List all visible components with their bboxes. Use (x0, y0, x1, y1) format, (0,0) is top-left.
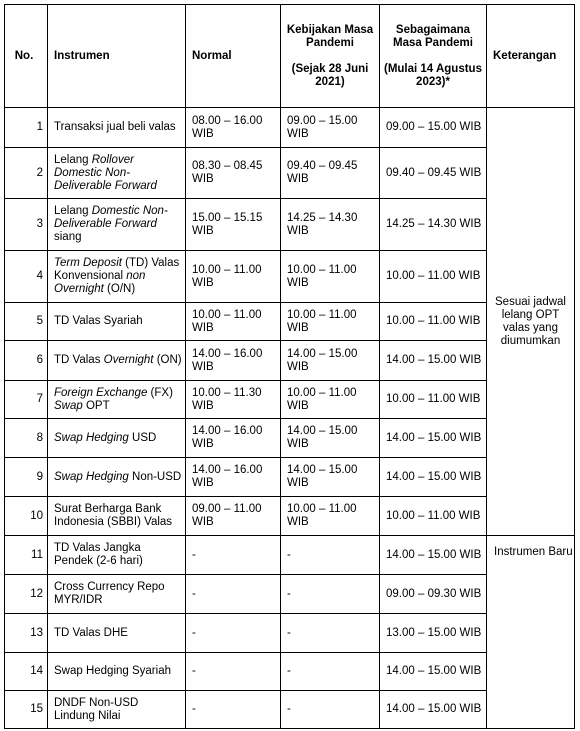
row-number: 13 (5, 614, 48, 653)
sebagaimana-hours: 09.00 – 09.30 WIB (380, 575, 487, 614)
header-pandemi-title: Kebijakan Masa Pandemi (286, 23, 374, 49)
row-number: 2 (5, 148, 48, 199)
instrument-name (48, 653, 186, 691)
normal-hours: - (186, 653, 281, 691)
instrument-name (48, 303, 186, 341)
pandemi-hours: 14.00 – 15.00 WIB (281, 341, 380, 381)
row-number: 12 (5, 575, 48, 614)
header-pandemi (281, 5, 380, 108)
sebagaimana-hours: 14.25 – 14.30 WIB (380, 199, 487, 251)
pandemi-hours: 09.00 – 15.00 WIB (281, 108, 380, 148)
instrument-name-segment: Swap Hedging (54, 431, 129, 444)
sebagaimana-hours: 09.00 – 15.00 WIB (380, 108, 487, 148)
row-number: 14 (5, 653, 48, 691)
header-normal: Normal (186, 5, 281, 108)
instrument-name-segment: (ON) (153, 354, 182, 366)
instrument-name-segment: Swap Hedging (54, 470, 129, 483)
instrument-name-segment: TD Valas Jangka Pendek (2-6 hari) (54, 542, 143, 567)
pandemi-hours: 09.40 – 09.45 WIB (281, 148, 380, 199)
instrument-name-segment: TD Valas DHE (54, 626, 128, 639)
row-number: 7 (5, 381, 48, 419)
normal-hours: - (186, 536, 281, 575)
instrument-name-segment: Cross Currency Repo MYR/IDR (54, 581, 165, 606)
sebagaimana-hours: 10.00 – 11.00 WIB (380, 251, 487, 303)
normal-hours: 10.00 – 11.30 WIB (186, 381, 281, 419)
normal-hours: 08.30 – 08.45 WIB (186, 148, 281, 199)
normal-hours: - (186, 614, 281, 653)
instrument-name (48, 691, 186, 729)
instrument-name-segment: Lelang (54, 153, 92, 166)
schedule-table (4, 4, 575, 729)
sebagaimana-hours: 14.00 – 15.00 WIB (380, 691, 487, 729)
pandemi-hours: - (281, 536, 380, 575)
normal-hours: 15.00 – 15.15 WIB (186, 199, 281, 251)
pandemi-hours: 10.00 – 11.00 WIB (281, 381, 380, 419)
instrument-name-segment: Swap Hedging Syariah (54, 665, 171, 677)
instrument-name-segment: (O/N) (103, 283, 136, 295)
normal-hours: 08.00 – 16.00 WIB (186, 108, 281, 148)
sebagaimana-hours: 14.00 – 15.00 WIB (380, 419, 487, 458)
row-number: 8 (5, 419, 48, 458)
sebagaimana-hours: 10.00 – 11.00 WIB (380, 303, 487, 341)
pandemi-hours: 10.00 – 11.00 WIB (281, 497, 380, 536)
instrument-name-segment: Lelang (54, 205, 92, 217)
sebagaimana-hours: 10.00 – 11.00 WIB (380, 497, 487, 536)
instrument-name (48, 341, 186, 381)
pandemi-hours: - (281, 653, 380, 691)
pandemi-hours: 14.00 – 15.00 WIB (281, 458, 380, 497)
sebagaimana-hours: 10.00 – 11.00 WIB (380, 381, 487, 419)
instrument-name (48, 199, 186, 251)
instrument-name-segment: TD Valas Syariah (54, 315, 143, 327)
normal-hours: - (186, 575, 281, 614)
instrument-name-segment: siang (54, 231, 82, 243)
instrument-name-segment: Transaksi jual beli valas (54, 121, 176, 133)
instrument-name-segment: Domestic Non-Deliverable Forward (54, 205, 168, 230)
instrument-name (48, 251, 186, 303)
instrument-name-segment: TD Valas (54, 354, 104, 366)
instrument-name-segment: Term Deposit (54, 257, 122, 269)
instrument-name-segment: (TD) Valas Konvensional (54, 257, 180, 282)
instrument-name (48, 614, 186, 653)
row-number: 15 (5, 691, 48, 729)
header-instrumen: Instrumen (48, 5, 186, 108)
pandemi-hours: - (281, 614, 380, 653)
header-sebagaimana-sub: (Mulai 14 Agustus 2023)* (384, 62, 482, 88)
instrument-name-segment: non Overnight (54, 270, 146, 295)
normal-hours: 09.00 – 11.00 WIB (186, 497, 281, 536)
instrument-name-segment: Foreign Exchange (54, 386, 148, 399)
instrument-name (48, 575, 186, 614)
row-number: 1 (5, 108, 48, 148)
normal-hours: 10.00 – 11.00 WIB (186, 251, 281, 303)
header-row (5, 5, 575, 108)
instrument-name (48, 536, 186, 575)
instrument-name (48, 458, 186, 497)
instrument-name (48, 108, 186, 148)
sebagaimana-hours: 14.00 – 15.00 WIB (380, 458, 487, 497)
row-number: 6 (5, 341, 48, 381)
row-number: 9 (5, 458, 48, 497)
instrument-name (48, 497, 186, 536)
pandemi-hours: 14.00 – 15.00 WIB (281, 419, 380, 458)
row-number: 5 (5, 303, 48, 341)
instrument-name (48, 381, 186, 419)
sebagaimana-hours: 09.40 – 09.45 WIB (380, 148, 487, 199)
table-row (5, 536, 575, 575)
table-body (5, 108, 575, 729)
normal-hours: 14.00 – 16.00 WIB (186, 419, 281, 458)
instrument-name-segment: (FX) (147, 386, 173, 399)
instrument-name-segment: DNDF Non-USD Lindung Nilai (54, 696, 139, 722)
header-no: No. (5, 5, 48, 108)
normal-hours: - (186, 691, 281, 729)
sebagaimana-hours: 14.00 – 15.00 WIB (380, 653, 487, 691)
instrument-name (48, 419, 186, 458)
header-keterangan: Keterangan (487, 5, 575, 108)
pandemi-hours: - (281, 575, 380, 614)
header-pandemi-sub: (Sejak 28 Juni 2021) (291, 62, 369, 88)
normal-hours: 14.00 – 16.00 WIB (186, 341, 281, 381)
normal-hours: 10.00 – 11.00 WIB (186, 303, 281, 341)
keterangan-new-instrument: Instrumen Baru (487, 536, 575, 729)
instrument-name-segment: OPT (82, 399, 110, 412)
row-number: 10 (5, 497, 48, 536)
pandemi-hours: - (281, 691, 380, 729)
sebagaimana-hours: 14.00 – 15.00 WIB (380, 536, 487, 575)
instrument-name (48, 148, 186, 199)
row-number: 4 (5, 251, 48, 303)
header-sebagaimana-title: Sebagaimana Masa Pandemi (393, 23, 473, 49)
instrument-name-segment: Non-USD (128, 470, 182, 483)
sebagaimana-hours: 13.00 – 15.00 WIB (380, 614, 487, 653)
row-number: 11 (5, 536, 48, 575)
instrument-name-segment: USD (128, 431, 157, 444)
sebagaimana-hours: 14.00 – 15.00 WIB (380, 341, 487, 381)
pandemi-hours: 10.00 – 11.00 WIB (281, 251, 380, 303)
pandemi-hours: 10.00 – 11.00 WIB (281, 303, 380, 341)
instrument-name-segment: Swap (54, 399, 83, 412)
normal-hours: 14.00 – 16.00 WIB (186, 458, 281, 497)
instrument-name-segment: Surat Berharga Bank Indonesia (SBBI) Valas (54, 503, 173, 528)
table-row (5, 108, 575, 148)
row-number: 3 (5, 199, 48, 251)
pandemi-hours: 14.25 – 14.30 WIB (281, 199, 380, 251)
header-sebagaimana (380, 5, 487, 108)
instrument-name-segment: Rollover Domestic Non-Deliverable Forward (54, 153, 157, 192)
keterangan-opt-schedule: Sesuai jadwal lelang OPT valas yang diumumkan (487, 108, 575, 536)
instrument-name-segment: Overnight (103, 354, 154, 366)
